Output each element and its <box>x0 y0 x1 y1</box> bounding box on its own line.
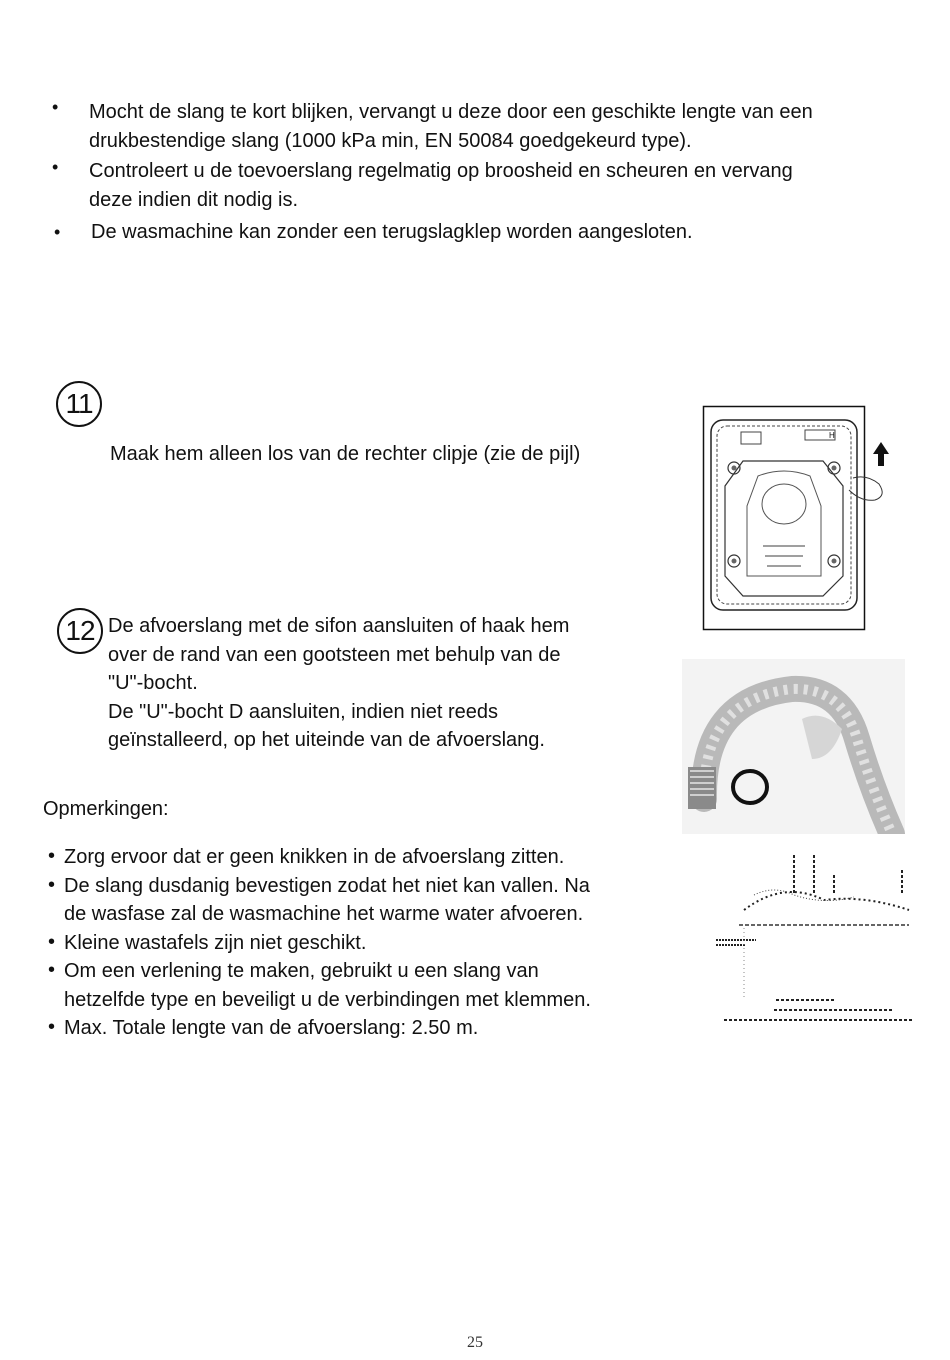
remark-item <box>48 929 698 958</box>
drain-installation-diagram <box>714 850 914 1030</box>
remark-item <box>48 872 698 929</box>
page-number: 25 <box>467 1334 483 1351</box>
remark-item <box>48 957 698 1014</box>
u-bend-hose-photo <box>682 659 905 834</box>
bullet-item-no-check-valve <box>91 218 941 247</box>
step11-text: Maak hem alleen los van de rechter clipje (zie de pijl) <box>110 443 581 465</box>
step12-line: De afvoerslang met de sifon aansluiten of haak hem <box>108 615 570 637</box>
bullet-line: deze indien dit nodig is. <box>89 188 299 211</box>
bullet-icon: • <box>48 1016 56 1038</box>
bullet-icon: • <box>48 930 56 953</box>
step12-line: over de rand van een gootsteen met behulp van de <box>108 643 561 666</box>
remarks-list <box>48 843 698 1043</box>
remark-line: Zorg ervoor dat er geen knikken in de afvoerslang zitten. <box>64 846 565 868</box>
step12-line: De "U"-bocht D aansluiten, indien niet reeds <box>108 700 498 723</box>
remark-line: Max. Totale lengte van de afvoerslang: 2.50 m. <box>64 1017 479 1039</box>
remark-line: Kleine wastafels zijn niet geschikt. <box>64 931 367 954</box>
remark-line: De slang dusdanig bevestigen zodat het niet kan vallen. Na <box>64 874 590 897</box>
remark-item <box>48 1014 698 1043</box>
bullet-icon: • <box>54 222 61 242</box>
remarks-heading: Opmerkingen: <box>43 798 169 820</box>
step12-line: geïnstalleerd, op het uiteinde van de afvoerslang. <box>108 729 545 751</box>
bullet-line: Mocht de slang te kort blijken, vervangt u deze door een geschikte lengte van een <box>89 101 813 123</box>
bullet-icon: • <box>52 97 59 117</box>
step12-line: "U"-bocht. <box>108 672 198 694</box>
figure-label-h: H <box>829 431 835 440</box>
remark-line: de wasfase zal de wasmachine het warme water afvoeren. <box>64 903 584 925</box>
step12-text <box>108 612 678 755</box>
bullet-item-check-hose <box>89 157 939 214</box>
bullet-line: Controleert u de toevoerslang regelmatig op broosheid en scheuren en vervang <box>89 160 793 182</box>
bullet-line: drukbestendige slang (1000 kPa min, EN 50084 goedgekeurd type). <box>89 129 692 152</box>
step-number-11: 11 <box>56 381 102 427</box>
remark-item <box>48 843 698 872</box>
bullet-line: De wasmachine kan zonder een terugslagklep worden aangesloten. <box>91 221 693 243</box>
bullet-item-hose-length <box>89 98 939 155</box>
step-number-12: 12 <box>57 608 103 654</box>
up-arrow-icon <box>873 442 889 466</box>
bullet-icon: • <box>48 959 56 981</box>
remark-line: hetzelfde type en beveiligt u de verbindingen met klemmen. <box>64 988 591 1011</box>
remark-line: Om een verlening te maken, gebruikt u een slang van <box>64 960 539 982</box>
bullet-icon: • <box>52 157 59 177</box>
washing-machine-back-illustration <box>703 406 865 630</box>
bullet-icon: • <box>48 873 56 896</box>
bullet-icon: • <box>48 845 56 867</box>
